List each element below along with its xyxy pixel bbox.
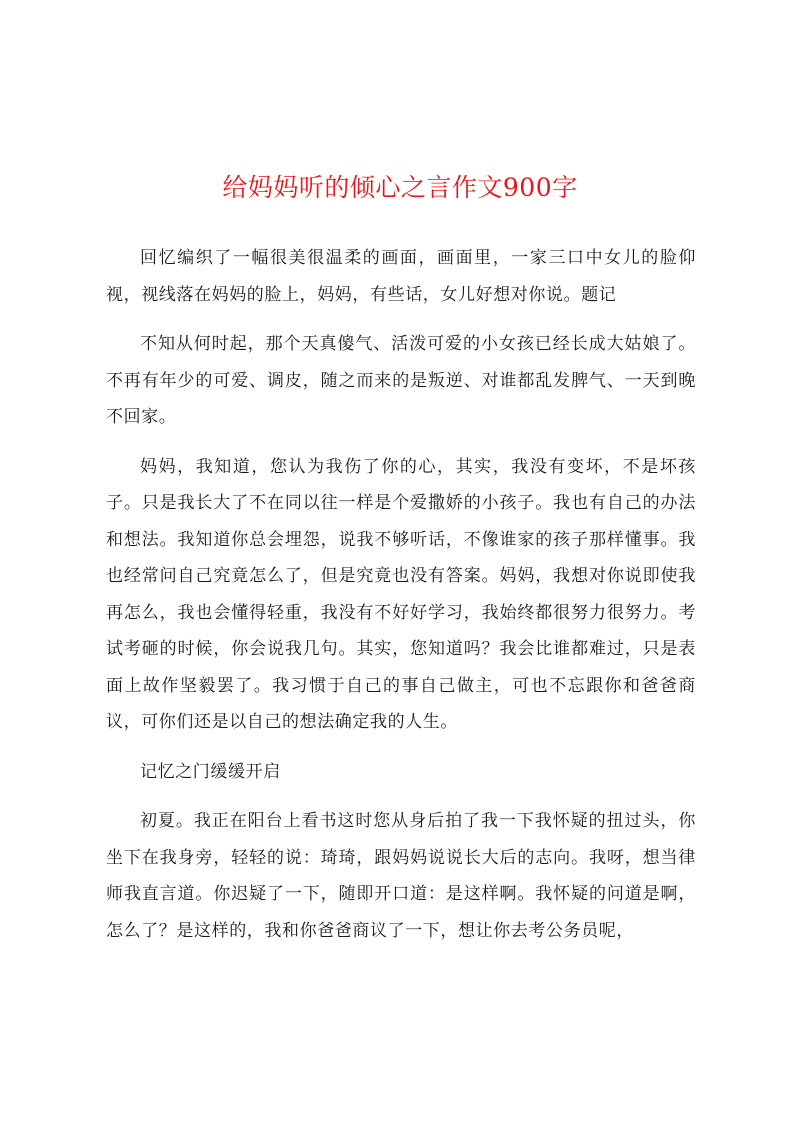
paragraph: 初夏。我正在阳台上看书这时您从身后拍了我一下我怀疑的扭过头，你坐下在我身旁，轻轻的说：琦琦，跟妈妈说说长大后的志向。我呀，想当律师我直言道。你迟疑了一下，随即开口道：是这样啊。我怀疑的问道是啊，怎么了？是这样的，我和你爸爸商议了一下，想让你去考公务员呢， [106,811,696,941]
document-body [106,240,696,962]
paragraph: 回忆编织了一幅很美很温柔的画面，画面里，一家三口中女儿的脸仰视，视线落在妈妈的脸上，妈妈，有些话，女儿好想对你说。题记 [106,248,696,305]
document-title: 给妈妈听的倾心之言作文900字 [222,173,578,202]
paragraph: 妈妈，我知道，您认为我伤了你的心，其实，我没有变坏，不是坏孩子。只是我长大了不在同以往一样是个爱撒娇的小孩子。我也有自己的办法和想法。我知道你总会埋怨，说我不够听话，不像谁家的孩子那样懂事。我也经常问自己究竟怎么了，但是究竟也没有答案。妈妈，我想对你说即使我再怎么，我也会懂得轻重，我没有不好好学习，我始终都很努力很努力。考试考砸的时候，你会说我几句。其实，您知道吗？我会比谁都难过，只是表面上故作坚毅罢了。我习惯于自己的事自己做主，可也不忘跟你和爸爸商议，可你们还是以自己的想法确定我的人生。 [106,456,696,732]
paragraph: 不知从何时起，那个天真傻气、活泼可爱的小女孩已经长成大姑娘了。不再有年少的可爱、调皮，随之而来的是叛逆、对谁都乱发脾气、一天到晚不回家。 [106,334,696,427]
section-heading: 记忆之门缓缓开启 [140,761,281,782]
